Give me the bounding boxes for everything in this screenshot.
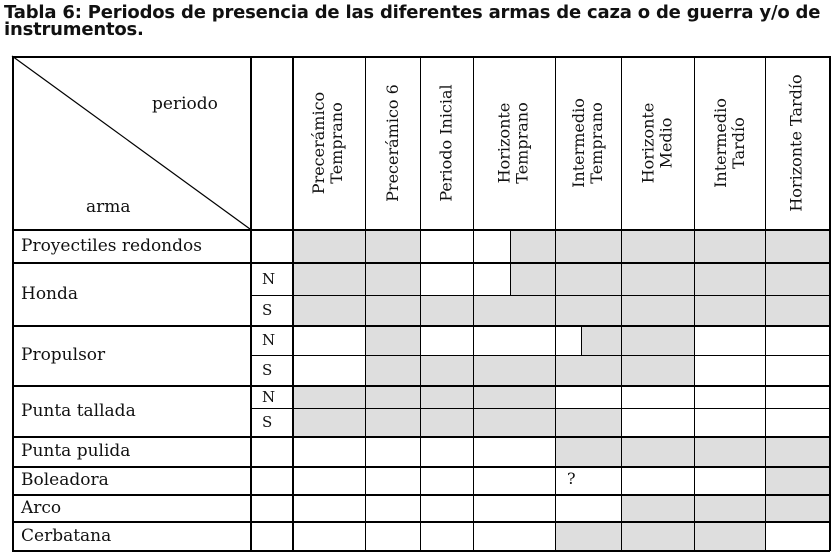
period-header-label: Intermedio Tardío — [710, 97, 748, 188]
period-header-label: Precerámico 6 — [382, 83, 402, 202]
period-header-label: Horizonte Medio — [638, 102, 676, 183]
weapon-label: Punta pulida — [21, 441, 131, 461]
corner-label-periodo: periodo — [152, 94, 218, 114]
weapon-label: Arco — [21, 497, 62, 518]
period-header-label: Horizonte Temprano — [495, 101, 532, 184]
weapon-label: Boleadora — [21, 470, 109, 490]
sub-row-tag: S — [262, 413, 273, 431]
period-header-label: Horizonte Tardío — [787, 73, 806, 212]
uncertain-mark: ? — [567, 469, 576, 488]
weapon-label: Cerbatana — [21, 525, 112, 546]
sub-row-tag: N — [262, 387, 276, 406]
sub-row-tag: S — [262, 301, 273, 319]
diagonal-line — [12, 56, 250, 229]
weapon-label: Punta tallada — [21, 400, 136, 421]
corner-label-arma: arma — [86, 197, 131, 217]
table-title: Tabla 6: Periodos de presencia de las diferentes armas de caza o de guerra y/o de instrumentos. — [4, 2, 821, 40]
sub-row-tag: N — [262, 331, 276, 349]
period-header-label: Periodo Inicial — [436, 83, 456, 202]
period-header-label: Intermedio Temprano — [569, 97, 606, 188]
weapon-label: Propulsor — [21, 345, 106, 365]
weapon-label: Honda — [21, 283, 79, 304]
period-header-label: Precerámico Temprano — [309, 91, 347, 194]
sub-row-tag: S — [262, 361, 273, 379]
weapon-label: Proyectiles redondos — [21, 235, 202, 256]
sub-row-tag: N — [262, 269, 276, 288]
